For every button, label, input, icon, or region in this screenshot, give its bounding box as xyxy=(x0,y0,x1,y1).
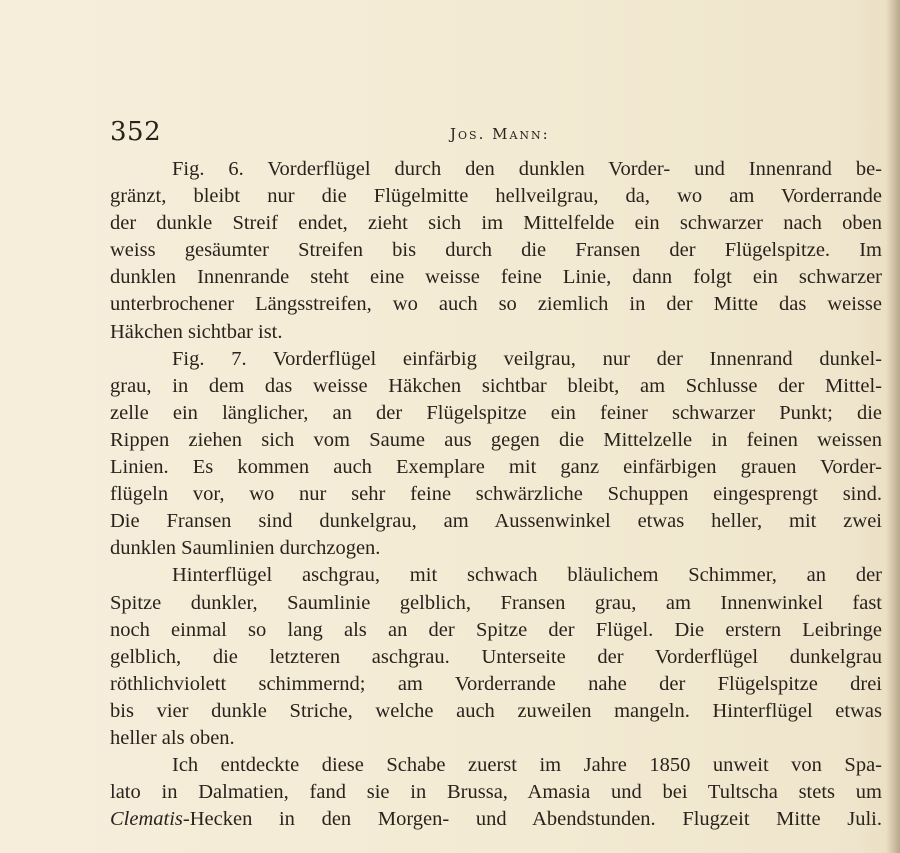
text-line: weiss gesäumter Streifen bis durch die Fransen der Flügelspitze. Im xyxy=(110,239,882,262)
body-text xyxy=(110,156,882,833)
text-line-last xyxy=(110,806,882,833)
text-line: Spitze dunkler, Saumlinie gelblich, Fransen grau, am Innenwinkel fast xyxy=(110,591,882,614)
text-line: Häkchen sichtbar ist. xyxy=(110,320,283,343)
text-line: zelle ein länglicher, an der Flügelspitze ein feiner schwarzer Punkt; die xyxy=(110,401,882,424)
running-head: Jos. Mann: xyxy=(450,125,550,143)
page-number: 352 xyxy=(110,117,162,147)
text-line: gelblich, die letzteren aschgrau. Unterseite der Vorderflügel dunkelgrau xyxy=(110,645,882,668)
text-line: der dunkle Streif endet, zieht sich im Mittelfelde ein schwarzer nach oben xyxy=(110,212,882,235)
paragraph-fig6 xyxy=(110,156,882,346)
paragraph-entdeckung xyxy=(110,752,882,833)
species-name: Clematis xyxy=(110,808,183,831)
paragraph-fig7 xyxy=(110,346,882,563)
text-line: Fig. 7. Vorderflügel einfärbig veilgrau, nur der Innenrand dunkel- xyxy=(172,347,882,370)
text-line: gränzt, bleibt nur die Flügelmitte hellveilgrau, da, wo am Vorderrande xyxy=(110,185,882,208)
text-line: Die Fransen sind dunkelgrau, am Aussenwinkel etwas heller, mit zwei xyxy=(110,510,882,533)
text-line: Rippen ziehen sich vom Saume aus gegen die Mittelzelle in feinen weissen xyxy=(110,428,882,451)
text-line: röthlichviolett schimmernd; am Vorderrande nahe der Flügelspitze drei xyxy=(110,672,882,695)
page-header xyxy=(110,116,890,148)
text-line: dunklen Innenrande steht eine weisse feine Linie, dann folgt ein schwarzer xyxy=(110,266,882,289)
paragraph-hinterfluegel xyxy=(110,562,882,752)
text-line: Linien. Es kommen auch Exemplare mit ganz einfärbigen grauen Vorder- xyxy=(110,456,882,479)
text-line-rest: -Hecken in den Morgen- und Abendstunden. Flugzeit Mitte Juli. xyxy=(182,808,882,831)
text-line: unterbrochener Längsstreifen, wo auch so ziemlich in der Mitte das weisse xyxy=(110,293,882,316)
text-line: Ich entdeckte diese Schabe zuerst im Jahre 1850 unweit von Spa- xyxy=(172,754,882,777)
text-line: heller als oben. xyxy=(110,726,235,749)
text-line: Fig. 6. Vorderflügel durch den dunklen Vorder- und Innenrand be- xyxy=(172,158,882,180)
text-line: flügeln vor, wo nur sehr feine schwärzliche Schuppen eingesprengt sind. xyxy=(110,483,882,506)
text-line: Hinterflügel aschgrau, mit schwach bläulichem Schimmer, an der xyxy=(172,564,882,587)
text-line: dunklen Saumlinien durchzogen. xyxy=(110,537,381,560)
text-line: noch einmal so lang als an der Spitze der Flügel. Die erstern Leibringe xyxy=(110,618,882,641)
text-line: grau, in dem das weisse Häkchen sichtbar bleibt, am Schlusse der Mittel- xyxy=(110,374,882,397)
text-line: lato in Dalmatien, fand sie in Brussa, Amasia und bei Tultscha stets um xyxy=(110,781,882,804)
text-line: bis vier dunkle Striche, welche auch zuweilen mangeln. Hinterflügel etwas xyxy=(110,699,882,722)
